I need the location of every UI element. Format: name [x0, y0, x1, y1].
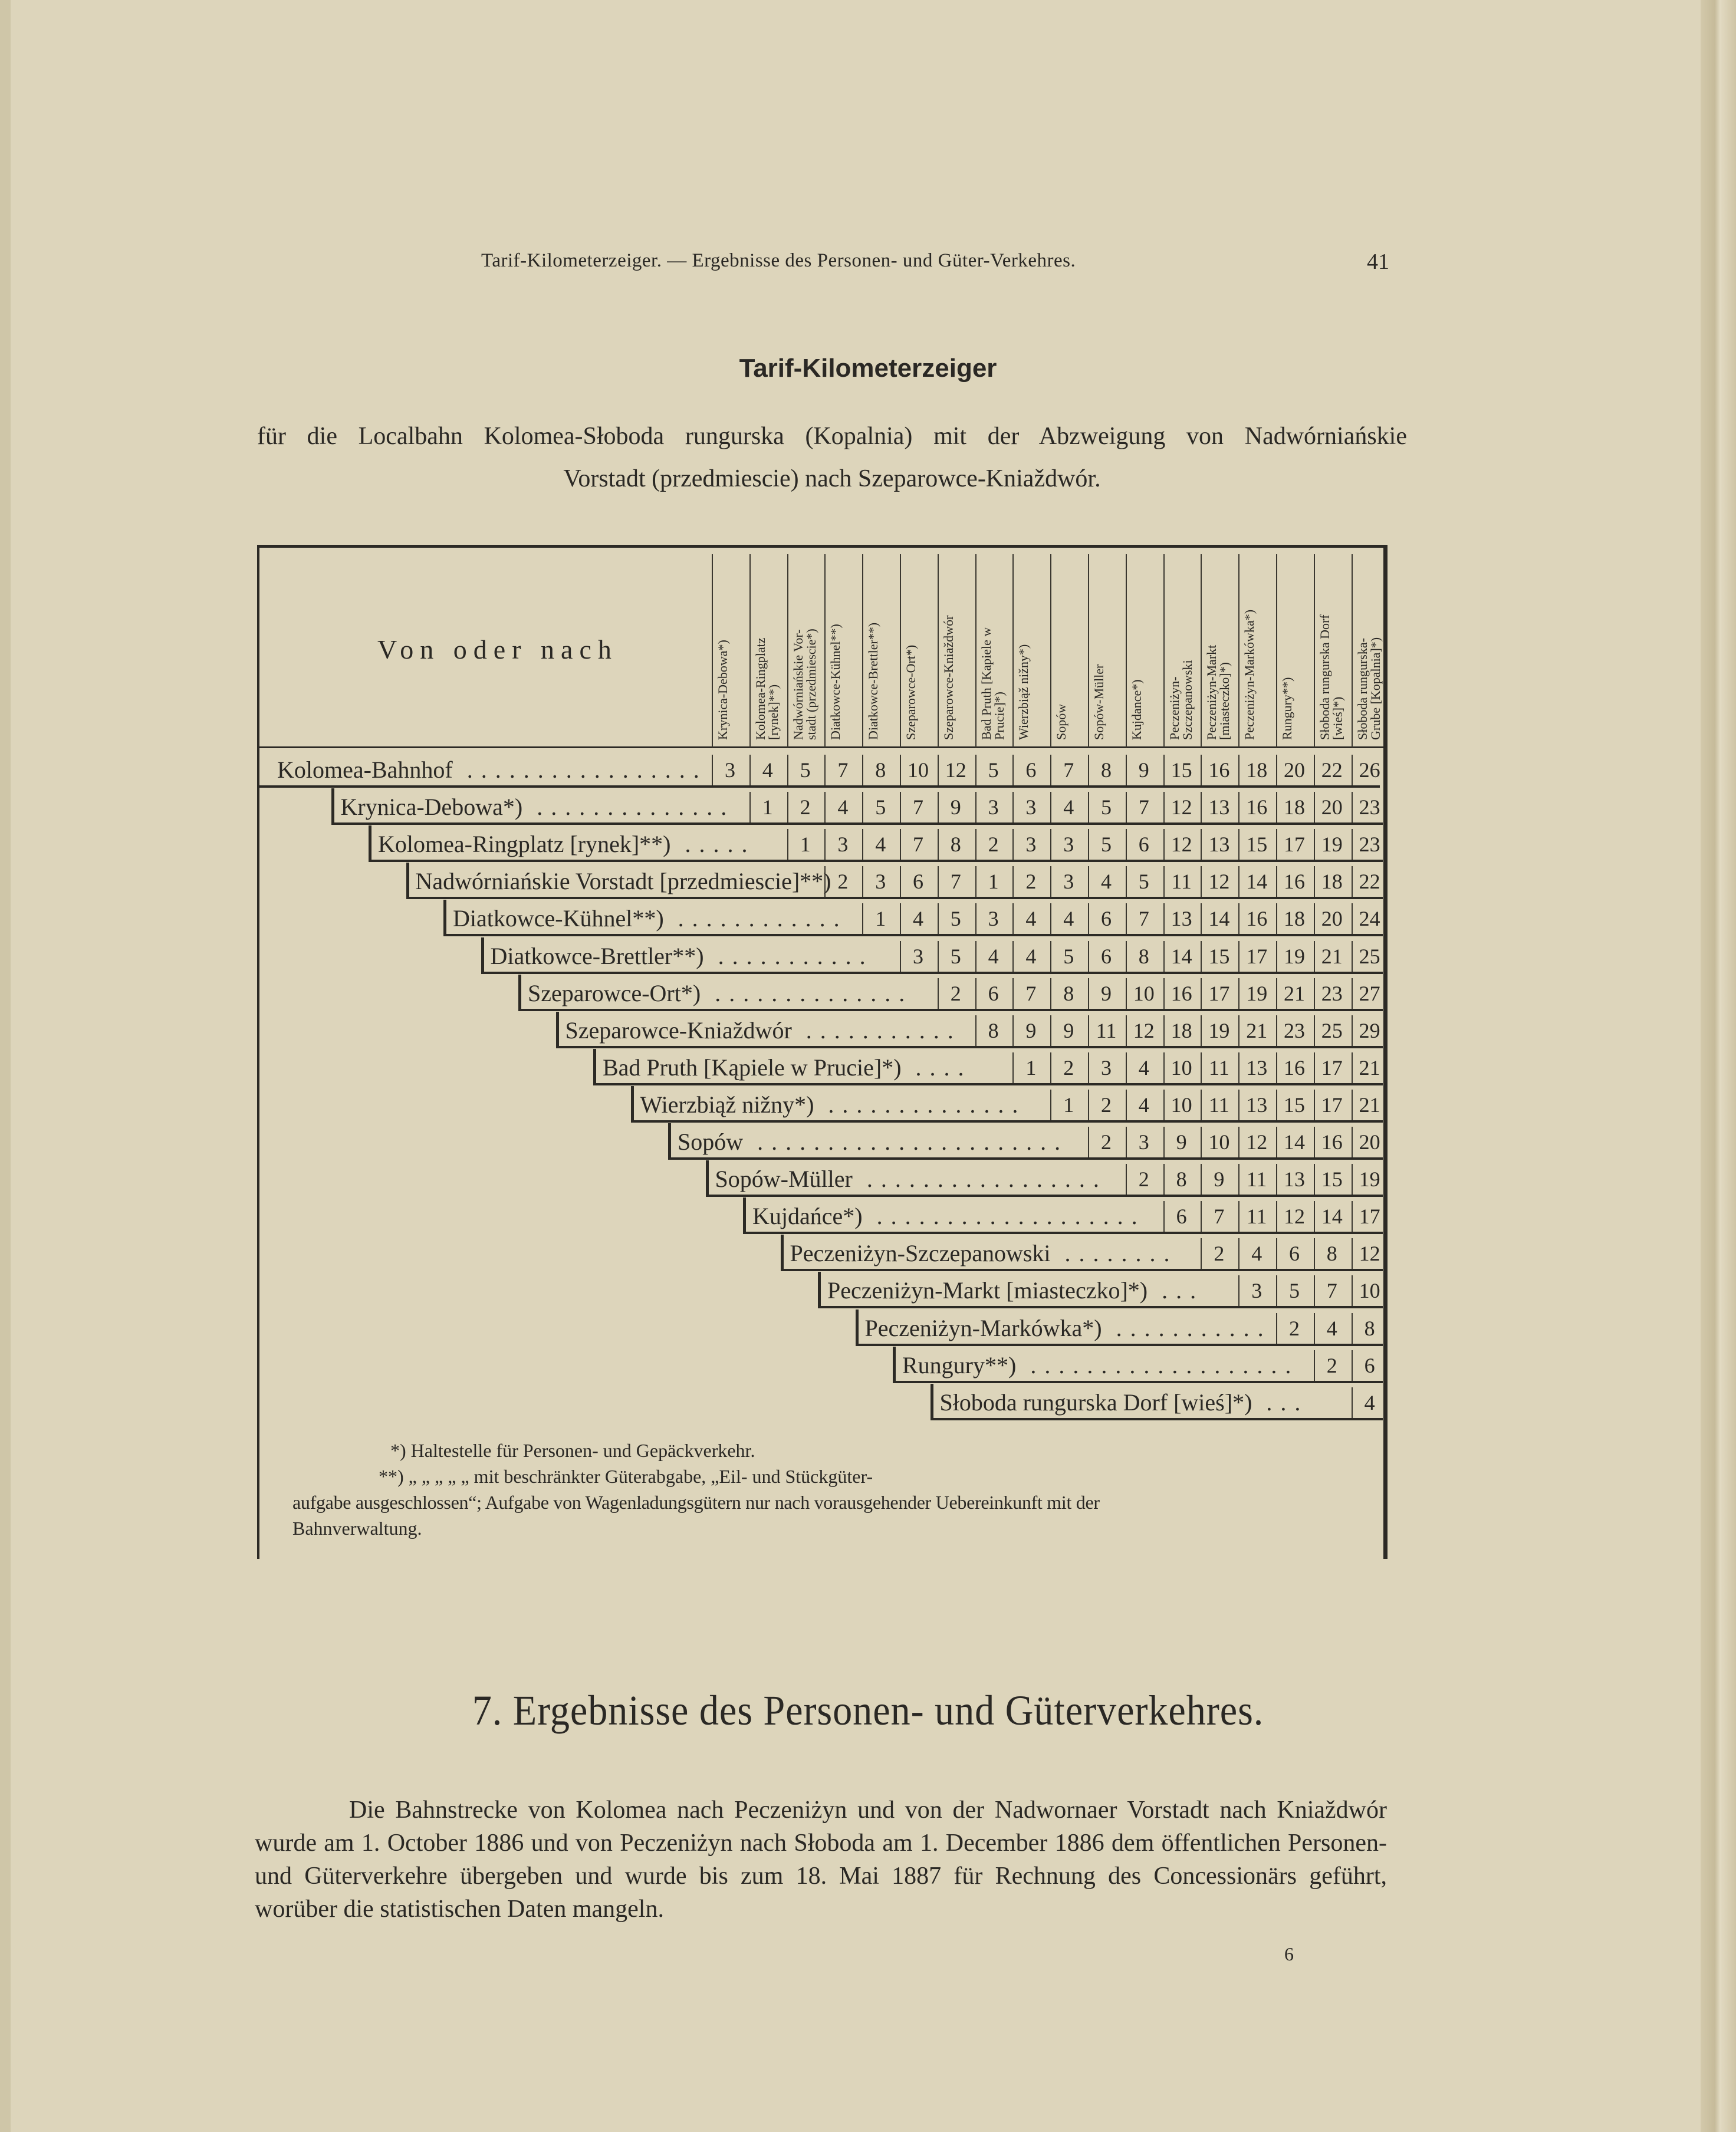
column-header: Słoboda rungurska Dorf [wieś]*) — [1317, 614, 1345, 740]
distance-km-cell: 6 — [1101, 907, 1112, 931]
column-divider — [1314, 554, 1315, 748]
distance-km-cell: 4 — [1025, 907, 1037, 931]
distance-km-cell: 10 — [1171, 1093, 1192, 1117]
column-header: Krynica-Debowa*) — [715, 640, 730, 740]
leader-dots: ........... — [791, 1016, 962, 1044]
row-station-label — [491, 943, 874, 969]
distance-km-cell: 17 — [1246, 944, 1268, 968]
distance-km-cell: 2 — [1214, 1242, 1225, 1266]
column-header: Peczeniżyn-Markt [miasteczko]*) — [1204, 644, 1232, 740]
distance-km-cell: 14 — [1284, 1130, 1305, 1154]
distance-km-cell: 16 — [1246, 795, 1268, 820]
distance-km-cell: 11 — [1096, 1018, 1117, 1042]
distance-km-cell: 2 — [950, 981, 961, 1005]
distance-km-cell: 4 — [1063, 907, 1074, 931]
distance-km-cell: 17 — [1321, 1055, 1343, 1080]
distance-km-cell: 7 — [1138, 907, 1149, 931]
distance-km-cell: 1 — [800, 833, 811, 857]
leader-dots: ................. — [852, 1166, 1107, 1193]
section-paragraph: Die Bahnstrecke von Kolomea nach Peczeniżyn und von der Nadwornaer Vorstadt nach Kniaždwór wurde am 1. October 1886 und von Peczeniżyn nach Słoboda am 1. December 1886 dem öffentlichen Personen- und Güterverkehre übergeben und wurde bis zum 18. Mai 1887 für Rechnung des Concessionärs geführt, worüber die statistischen Daten mangeln. — [255, 1797, 1387, 1923]
distance-km-cell: 25 — [1359, 944, 1380, 968]
distance-km-cell: 1 — [762, 795, 773, 820]
column-header: Nadwórniańskie Vor- stadt (przedmiescie*) — [790, 629, 818, 740]
running-head: Tarif-Kilometerzeiger. — Ergebnisse des Personen- und Güter-Verkehres. — [481, 250, 1076, 271]
column-header: Kolomea-Ringplatz [rynek]**) — [752, 637, 781, 740]
column-header: Wierzbiąž nižny*) — [1016, 644, 1031, 740]
distance-km-cell: 14 — [1321, 1205, 1343, 1229]
distance-km-cell: 5 — [1101, 795, 1112, 820]
station-name: Bad Pruth [Kąpiele w Prucie]*) — [603, 1054, 902, 1081]
distance-km-cell: 23 — [1284, 1018, 1305, 1042]
leader-dots: ................... — [1016, 1351, 1300, 1378]
distance-km-cell: 4 — [1251, 1242, 1262, 1266]
distance-km-cell: 9 — [1101, 981, 1112, 1005]
column-header: Bad Pruth [Kapiele w Prucie]*) — [978, 627, 1007, 740]
table-header-divider — [257, 746, 1383, 748]
distance-km-cell: 20 — [1284, 758, 1305, 782]
distance-km-cell: 5 — [950, 944, 961, 968]
distance-km-cell: 1 — [988, 870, 999, 894]
distance-km-cell: 3 — [1025, 833, 1037, 857]
distance-km-cell: 4 — [1364, 1390, 1375, 1414]
distance-km-cell: 17 — [1284, 833, 1305, 857]
distance-km-cell: 12 — [1359, 1242, 1380, 1266]
distance-km-cell: 7 — [1138, 795, 1149, 820]
distance-km-cell: 7 — [1326, 1279, 1337, 1303]
column-header: Sopów-Müller — [1091, 664, 1106, 740]
column-divider — [1088, 554, 1089, 748]
distance-km-cell: 7 — [950, 870, 961, 894]
distance-km-cell: 2 — [1138, 1167, 1149, 1192]
row-station-label — [416, 868, 831, 894]
column-divider — [862, 554, 863, 748]
distance-km-cell: 8 — [1326, 1242, 1337, 1266]
distance-km-cell: 2 — [1101, 1093, 1112, 1117]
distance-km-cell: 13 — [1246, 1055, 1268, 1080]
distance-km-cell: 5 — [800, 758, 811, 782]
distance-km-cell: 4 — [1138, 1093, 1149, 1117]
column-header: Szeparowce-Ort*) — [903, 644, 918, 740]
corner-label: Von oder nach — [377, 634, 618, 664]
column-divider — [787, 554, 788, 748]
leader-dots: ................. — [452, 756, 708, 783]
column-header: Szeparowce-Kniaždwór — [941, 615, 956, 740]
distance-km-cell: 23 — [1321, 981, 1343, 1005]
distance-km-cell: 20 — [1321, 907, 1343, 931]
distance-km-cell: 3 — [1063, 870, 1074, 894]
row-station-label — [453, 906, 848, 932]
column-header: Diatkowce-Brettler**) — [866, 622, 881, 740]
distance-km-cell: 26 — [1359, 758, 1380, 782]
distance-km-cell: 23 — [1359, 833, 1380, 857]
leader-dots: ........... — [1102, 1314, 1272, 1341]
distance-km-cell: 9 — [1176, 1130, 1187, 1154]
distance-km-cell: 20 — [1321, 795, 1343, 820]
row-station-label — [565, 1018, 962, 1044]
distance-km-cell: 12 — [1171, 795, 1192, 820]
distance-km-cell: 10 — [1359, 1279, 1380, 1303]
distance-km-cell: 9 — [1025, 1018, 1037, 1042]
distance-km-cell: 3 — [875, 870, 886, 894]
distance-km-cell: 5 — [875, 795, 886, 820]
distance-km-cell: 19 — [1246, 981, 1268, 1005]
row-station-label — [865, 1315, 1272, 1341]
distance-km-cell: 19 — [1208, 1018, 1230, 1042]
distance-km-cell: 22 — [1321, 758, 1343, 782]
distance-km-cell: 23 — [1359, 795, 1380, 820]
distance-km-cell: 11 — [1209, 1093, 1229, 1117]
distance-km-cell: 19 — [1359, 1167, 1380, 1192]
distance-km-cell: 18 — [1321, 870, 1343, 894]
distance-km-cell: 21 — [1321, 944, 1343, 968]
station-name: Sopów-Müller — [715, 1166, 853, 1193]
row-station-label — [902, 1353, 1299, 1378]
distance-km-cell: 18 — [1284, 907, 1305, 931]
distance-km-cell: 16 — [1284, 1055, 1305, 1080]
station-name: Nadwórniańskie Vorstadt [przedmiescie]**) — [415, 868, 831, 895]
distance-km-cell: 3 — [1025, 795, 1037, 820]
distance-km-cell: 8 — [875, 758, 886, 782]
distance-km-cell: 3 — [1101, 1055, 1112, 1080]
leader-dots: ..... — [670, 831, 756, 858]
distance-km-cell: 27 — [1359, 981, 1380, 1005]
column-divider — [1126, 554, 1127, 748]
distance-km-cell: 7 — [913, 795, 923, 820]
distance-km-cell: 2 — [1101, 1130, 1112, 1154]
station-name: Kolomea-Ringplatz [rynek]**) — [378, 831, 671, 858]
distance-km-cell: 6 — [1101, 944, 1112, 968]
distance-km-cell: 11 — [1171, 870, 1192, 894]
row-station-label — [827, 1278, 1204, 1304]
distance-km-cell: 7 — [1025, 981, 1037, 1005]
row-station-label — [603, 1055, 972, 1081]
distance-km-cell: 15 — [1246, 833, 1268, 857]
leader-dots: .............. — [814, 1091, 1027, 1118]
distance-km-cell: 12 — [1171, 833, 1192, 857]
distance-km-cell: 6 — [988, 981, 999, 1005]
distance-km-cell: 8 — [988, 1018, 999, 1042]
column-divider — [824, 554, 826, 748]
page-right-edge — [1701, 0, 1736, 2132]
leader-dots: ........... — [703, 942, 874, 969]
distance-km-cell: 18 — [1284, 795, 1305, 820]
distance-km-cell: 14 — [1171, 944, 1192, 968]
column-header: Peczeniżyn- Szczepanowski — [1166, 660, 1195, 740]
distance-km-cell: 9 — [1138, 758, 1149, 782]
distance-km-cell: 21 — [1359, 1093, 1380, 1117]
distance-km-cell: 29 — [1359, 1018, 1380, 1042]
distance-km-cell: 13 — [1208, 833, 1230, 857]
footnote-2: **) „ „ „ „ „ mit beschränkter Güterabgabe, „Eil- und Stückgüter- — [379, 1466, 873, 1487]
distance-km-cell: 20 — [1359, 1130, 1380, 1154]
distance-km-cell: 16 — [1246, 907, 1268, 931]
table-subtitle-line-1: für die Localbahn Kolomea-Słoboda rungurska (Kopalnia) mit der Abzweigung von Nadwórniańskie — [257, 423, 1407, 450]
column-divider — [1201, 554, 1202, 748]
column-divider — [1050, 554, 1051, 748]
signature-mark: 6 — [1284, 1943, 1294, 1965]
distance-km-cell: 3 — [1063, 833, 1074, 857]
distance-km-cell: 8 — [1176, 1167, 1187, 1192]
column-divider — [900, 554, 901, 748]
distance-km-cell: 16 — [1284, 870, 1305, 894]
column-header: Rungury**) — [1280, 677, 1294, 740]
section-heading: 7. Ergebnisse des Personen- und Güterverkehres. — [472, 1687, 1264, 1734]
row-station-label — [678, 1129, 1068, 1155]
column-header: Diatkowce-Kühnel**) — [828, 624, 843, 740]
distance-km-cell: 7 — [913, 833, 923, 857]
column-divider — [749, 554, 751, 748]
distance-km-cell: 10 — [1171, 1055, 1192, 1080]
row-station-label — [378, 831, 756, 857]
distance-km-cell: 4 — [913, 907, 923, 931]
distance-km-cell: 6 — [913, 870, 923, 894]
station-name: Diatkowce-Brettler**) — [490, 942, 704, 969]
distance-km-cell: 9 — [1214, 1167, 1225, 1192]
distance-km-cell: 5 — [1101, 833, 1112, 857]
distance-km-cell: 6 — [1289, 1242, 1300, 1266]
distance-km-cell: 16 — [1321, 1130, 1343, 1154]
distance-km-cell: 4 — [1063, 795, 1074, 820]
distance-km-cell: 1 — [1025, 1055, 1037, 1080]
row-station-label — [640, 1092, 1027, 1118]
distance-km-cell: 13 — [1171, 907, 1192, 931]
station-name: Kujdańce*) — [752, 1203, 863, 1230]
distance-km-cell: 21 — [1246, 1018, 1268, 1042]
distance-km-cell: 6 — [1176, 1205, 1187, 1229]
row-station-label — [790, 1241, 1178, 1266]
distance-km-cell: 2 — [1289, 1316, 1300, 1340]
station-name: Sopów — [678, 1128, 744, 1155]
distance-km-cell: 11 — [1246, 1205, 1267, 1229]
distance-km-cell: 12 — [1208, 870, 1230, 894]
page-number: 41 — [1367, 249, 1389, 274]
distance-km-cell: 3 — [1138, 1130, 1149, 1154]
column-header: Sopów — [1054, 703, 1069, 740]
column-divider — [938, 554, 939, 748]
distance-km-cell: 14 — [1246, 870, 1268, 894]
distance-km-cell: 19 — [1284, 944, 1305, 968]
distance-km-cell: 4 — [1025, 944, 1037, 968]
column-divider — [1163, 554, 1165, 748]
distance-km-cell: 15 — [1208, 944, 1230, 968]
distance-km-cell: 24 — [1359, 907, 1380, 931]
row-station-label — [715, 1166, 1107, 1192]
distance-km-cell: 7 — [837, 758, 849, 782]
distance-km-cell: 9 — [950, 795, 961, 820]
distance-km-cell: 11 — [1209, 1055, 1229, 1080]
distance-km-cell: 13 — [1208, 795, 1230, 820]
distance-km-cell: 6 — [1025, 758, 1037, 782]
distance-km-cell: 3 — [1251, 1279, 1262, 1303]
distance-km-cell: 10 — [908, 758, 929, 782]
column-header: Kujdance*) — [1129, 679, 1144, 740]
leader-dots: ................... — [862, 1203, 1146, 1230]
distance-km-cell: 3 — [725, 758, 735, 782]
table-title: Tarif-Kilometerzeiger — [739, 354, 997, 383]
distance-km-cell: 8 — [1101, 758, 1112, 782]
station-name: Diatkowce-Kühnel**) — [453, 905, 664, 932]
leader-dots: .............. — [701, 979, 913, 1006]
leader-dots: ...................... — [743, 1128, 1069, 1155]
distance-km-cell: 25 — [1321, 1018, 1343, 1042]
distance-km-cell: 4 — [762, 758, 773, 782]
distance-km-cell: 5 — [1289, 1279, 1300, 1303]
distance-km-cell: 8 — [1063, 981, 1074, 1005]
distance-km-cell: 3 — [837, 833, 849, 857]
row-station-label — [277, 757, 708, 783]
column-divider — [712, 554, 713, 748]
distance-km-cell: 2 — [1025, 870, 1037, 894]
distance-km-cell: 2 — [837, 870, 849, 894]
leader-dots: .............. — [522, 794, 735, 821]
distance-km-cell: 2 — [988, 833, 999, 857]
row-station-label — [752, 1203, 1146, 1229]
distance-km-cell: 11 — [1246, 1167, 1267, 1192]
leader-dots: ... — [1148, 1277, 1205, 1304]
distance-km-cell: 6 — [1138, 833, 1149, 857]
row-station-label — [940, 1390, 1309, 1416]
distance-km-cell: 17 — [1208, 981, 1230, 1005]
leader-dots: ............ — [663, 905, 848, 932]
station-name: Szeparowce-Kniaždwór — [565, 1016, 792, 1044]
distance-km-cell: 10 — [1133, 981, 1155, 1005]
column-divider — [1012, 554, 1014, 748]
column-divider — [1352, 554, 1353, 748]
distance-km-cell: 13 — [1284, 1167, 1305, 1192]
distance-km-cell: 14 — [1208, 907, 1230, 931]
station-name: Szeparowce-Ort*) — [528, 979, 701, 1006]
distance-km-cell: 21 — [1284, 981, 1305, 1005]
distance-km-cell: 18 — [1246, 758, 1268, 782]
column-divider — [1238, 554, 1239, 748]
distance-km-cell: 9 — [1063, 1018, 1074, 1042]
leader-dots: ........ — [1050, 1240, 1178, 1267]
station-name: Krynica-Debowa*) — [340, 794, 523, 821]
distance-km-cell: 2 — [1326, 1353, 1337, 1377]
distance-km-cell: 4 — [875, 833, 886, 857]
distance-km-cell: 7 — [1214, 1205, 1225, 1229]
distance-km-cell: 16 — [1208, 758, 1230, 782]
distance-km-cell: 4 — [1101, 870, 1112, 894]
distance-km-cell: 2 — [1063, 1055, 1074, 1080]
distance-km-cell: 19 — [1321, 833, 1343, 857]
distance-km-cell: 3 — [988, 907, 999, 931]
distance-km-cell: 4 — [1326, 1316, 1337, 1340]
column-divider — [1276, 554, 1277, 748]
footnote-1: *) Haltestelle für Personen- und Gepäckverkehr. — [390, 1440, 755, 1461]
row-station-label — [528, 981, 913, 1006]
footnote-2-continued: aufgabe ausgeschlossen“; Aufgabe von Wagenladungsgütern nur nach vorausgehender Uebereinkunft mit der — [292, 1492, 1100, 1513]
page-left-edge — [0, 0, 11, 2132]
distance-km-cell: 4 — [988, 944, 999, 968]
distance-km-cell: 5 — [1138, 870, 1149, 894]
distance-km-cell: 10 — [1208, 1130, 1230, 1154]
station-name: Peczeniżyn-Markówka*) — [864, 1314, 1102, 1341]
table-subtitle-line-2: Vorstadt (przedmiescie) nach Szeparowce-Kniaždwór. — [563, 465, 1101, 492]
distance-km-cell: 17 — [1359, 1205, 1380, 1229]
station-name: Peczeniżyn-Szczepanowski — [790, 1240, 1051, 1267]
distance-km-cell: 8 — [950, 833, 961, 857]
distance-km-cell: 12 — [1133, 1018, 1155, 1042]
distance-km-cell: 5 — [1063, 944, 1074, 968]
distance-km-cell: 1 — [1063, 1093, 1074, 1117]
table-footnotes — [290, 1437, 1352, 1541]
distance-km-cell: 16 — [1171, 981, 1192, 1005]
distance-km-cell: 6 — [1364, 1353, 1375, 1377]
distance-km-cell: 15 — [1284, 1093, 1305, 1117]
distance-km-cell: 21 — [1359, 1055, 1380, 1080]
station-name: Rungury**) — [902, 1351, 1017, 1378]
distance-km-cell: 12 — [945, 758, 966, 782]
distance-km-cell: 3 — [988, 795, 999, 820]
leader-dots: ... — [1252, 1389, 1309, 1416]
distance-km-cell: 15 — [1321, 1167, 1343, 1192]
station-name: Kolomea-Bahnhof — [277, 756, 453, 783]
station-name: Słoboda rungurska Dorf [wieś]*) — [939, 1389, 1252, 1416]
distance-km-cell: 4 — [1138, 1055, 1149, 1080]
distance-km-cell: 2 — [800, 795, 811, 820]
distance-km-cell: 13 — [1246, 1093, 1268, 1117]
distance-km-cell: 12 — [1246, 1130, 1268, 1154]
distance-km-cell: 12 — [1284, 1205, 1305, 1229]
column-header: Słoboda rungurska- Grube [Kopalnia]*) — [1354, 637, 1383, 740]
distance-km-cell: 4 — [837, 795, 849, 820]
station-name: Peczeniżyn-Markt [miasteczko]*) — [827, 1277, 1148, 1304]
distance-km-cell: 1 — [875, 907, 886, 931]
distance-km-cell: 17 — [1321, 1093, 1343, 1117]
distance-km-cell: 3 — [913, 944, 923, 968]
column-header: Peczeniżyn-Markówka*) — [1242, 609, 1257, 740]
distance-km-cell: 15 — [1171, 758, 1192, 782]
distance-km-cell: 8 — [1138, 944, 1149, 968]
footnote-2-end: Bahnverwaltung. — [292, 1518, 422, 1539]
row-station-label — [341, 794, 735, 820]
distance-km-cell: 7 — [1063, 758, 1074, 782]
distance-km-cell: 5 — [988, 758, 999, 782]
distance-km-cell: 8 — [1364, 1316, 1375, 1340]
distance-km-cell: 18 — [1171, 1018, 1192, 1042]
leader-dots: .... — [901, 1054, 972, 1081]
distance-km-cell: 22 — [1359, 870, 1380, 894]
column-divider — [975, 554, 976, 748]
station-name: Wierzbiąž nižny*) — [640, 1091, 814, 1118]
distance-km-cell: 5 — [950, 907, 961, 931]
